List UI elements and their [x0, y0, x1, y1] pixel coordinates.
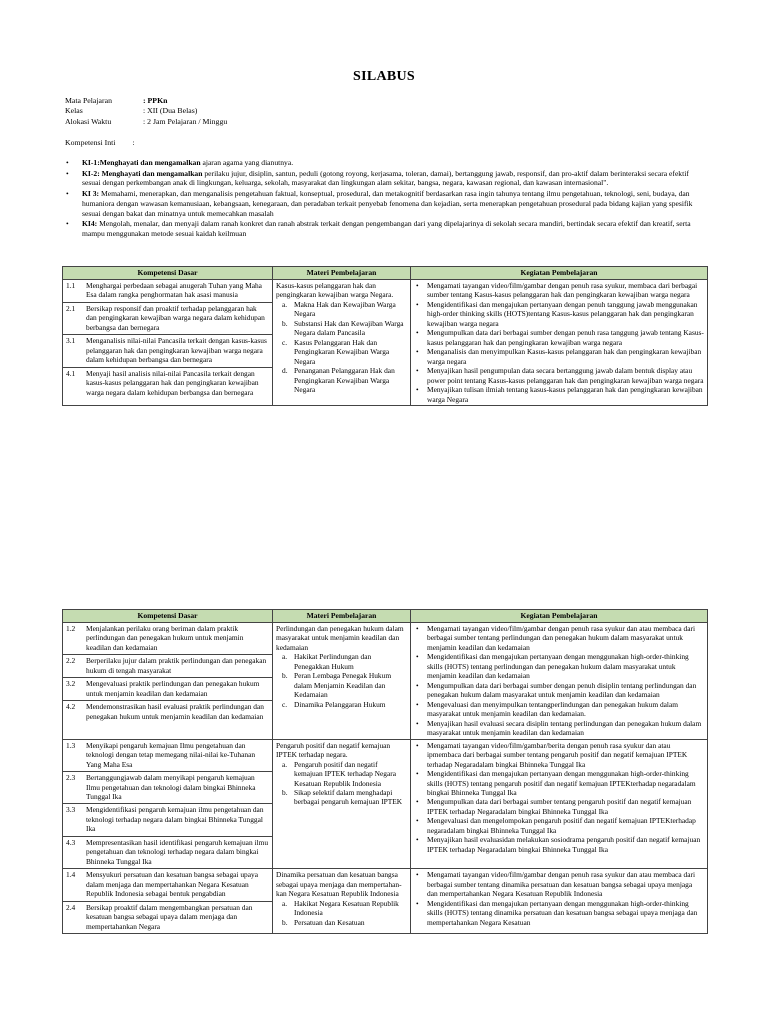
materi-item — [282, 300, 407, 319]
core-competence-item — [65, 189, 707, 218]
kd-number: 1.1 — [66, 281, 76, 290]
materi-item — [282, 788, 407, 807]
kd-text: Menghargai perbedaan sebagai anugerah Tuhan yang Maha Esa dalam rangka penghormatan hak asasi manusia — [86, 281, 262, 300]
table-row — [63, 280, 708, 406]
kd-item — [63, 623, 272, 655]
kegiatan-list — [414, 870, 704, 927]
syllabus-table-2 — [62, 609, 708, 934]
core-competence-code: KI-2: Menghayati dan mengamalkan — [82, 168, 203, 178]
kd-item — [63, 701, 272, 723]
core-competence-item — [65, 169, 707, 188]
kd-number: 2.4 — [66, 902, 76, 912]
materi-item — [282, 671, 407, 699]
header-materi: Materi Pembelajaran — [273, 267, 411, 280]
kd-number: 3.3 — [66, 805, 76, 815]
materi-list — [276, 300, 407, 395]
materi-marker: c. — [282, 699, 288, 709]
materi-intro: Perlindungan dan penegakan hukum dalam masyarakat untuk menjamin keadilan dan kedamaian — [276, 624, 404, 652]
core-competence-text: perilaku jujur, disiplin, santun, peduli (gotong royong, kerjasama, toleran, damai), bertanggung jawab, responsif, dan pro-aktif dalam berinteraksi secara efektif sesuai dengan perkembangan anak di lingkungan, keluarga, sekolah, masyarakat dan lingkungan alam sekitar, bangsa, negara, kawasan regional, dan kawasan internasional". — [82, 168, 689, 188]
kd-item — [63, 772, 272, 804]
table-header-row — [63, 267, 708, 280]
kd-number: 1.4 — [66, 870, 76, 880]
kegiatan-item: • Mengamati tayangan video/film/gambar dengan penuh rasa syukur dan atau membaca dari berbagai sumber tentang perlindungan dan penegakan hukum dalam masyarakat untuk menjamin keadilan dan kedamaian — [414, 624, 704, 652]
kd-item — [63, 655, 272, 678]
kegiatan-item: • Mengevaluasi dan mengelompokan pengaruh positif dan negatif kemajuan IPTEKterhadap negaradalam bingkai Bhinneka Tunggal Ika — [414, 816, 704, 835]
kd-text: Menyikapi pengaruh kemajuan Ilmu pengetahuan dan teknologi dengan tetap memegang nilai-nilai ke-Tuhanan Yang Maha Esa — [86, 740, 256, 769]
materi-cell — [273, 869, 411, 934]
kegiatan-item: • Menganalisis dan menyimpulkan Kasus-kasus pelanggaran hak dan pengingkaran kewajiban warga negara — [414, 347, 704, 366]
materi-text: Hakikat Perlindungan dan Penegakkan Hukum — [294, 652, 372, 671]
core-competence-label: Kompetensi Inti : — [65, 138, 135, 147]
kegiatan-cell — [411, 623, 708, 740]
kd-number: 4.3 — [66, 837, 76, 847]
materi-intro: Kasus-kasus pelanggaran hak dan pengingkaran kewajiban warga Negara. — [276, 281, 394, 300]
materi-item — [282, 338, 407, 366]
kd-text: Bersikap responsif dan proaktif terhadap pelanggaran hak dan pengingkaran kewajiban warga negara dalam kehidupan berbangsa dan bernegara — [86, 303, 265, 332]
course-info — [65, 96, 227, 127]
kegiatan-item: • Menyajikan hasil evaluasidan melakukan sosiodrama pengaruh positif dan negatif kemajuan IPTEK terhadap Negaradalam bingkai Bhinneka Tunggal Ika — [414, 835, 704, 854]
kd-text: Mengevaluasi praktik perlindungan dan penegakan hukum untuk menjamin keadilan dan kedamaian — [86, 679, 260, 698]
materi-intro: Dinamika persatuan dan kesatuan bangsa sebagai upaya menjaga dan mempertahan-kan Negara Kesatuan Republik Indonesia — [276, 870, 402, 899]
materi-text: Pengaruh positif dan negatif kemajuan IPTEK terhadap Negara Kesatuan Republik Indonesia — [294, 759, 396, 788]
materi-text: Persatuan dan Kesatuan — [294, 917, 365, 927]
syllabus-table-1 — [62, 266, 708, 406]
core-competence-text: Mengolah, menalar, dan menyaji dalam ranah konkret dan ranah abstrak terkait dengan pengembangan dari yang dipelajarinya di sekolah secara mandiri, bertindak secara efektif dan kreatif, serta mampu menggunakan metode sesuai kaidah keilmuan — [82, 219, 691, 239]
kegiatan-item: • Mengumpulkan data dari berbagai sumber dengan penuh rasa tanggung jawab tentang Kasus-kasus pelanggaran hak dan pengingkaran kewajiban warga negara — [414, 328, 704, 347]
header-kompetensi-dasar: Kompetensi Dasar — [63, 610, 273, 623]
materi-list — [276, 760, 407, 807]
materi-cell — [273, 623, 411, 740]
materi-marker: a. — [282, 299, 288, 309]
kd-item — [63, 902, 272, 933]
header-kegiatan: Kegiatan Pembelajaran — [411, 267, 708, 280]
kegiatan-item: • Menyajikan hasil evaluasi secara disiplin tentang perlindungan dan penegakan hukum dalam masyarakat untuk menjamin keadilan dan kedamaian — [414, 719, 704, 738]
materi-marker: b. — [282, 917, 288, 927]
kd-text: Mensyukuri persatuan dan kesatuan bangsa sebagai upaya dalam menjaga dan mempertahankan Negara Kesatuan Republik Indonesia sebagai bentuk pengabdian — [86, 870, 258, 899]
kompetensi-dasar-cell — [63, 623, 273, 740]
header-kompetensi-dasar: Kompetensi Dasar — [63, 267, 273, 280]
kegiatan-item: • Menyajikan tulisan ilmiah tentang kasus-kasus pelanggaran hak dan pengingkaran kewajiban warga Negara — [414, 385, 704, 404]
table-row — [63, 869, 708, 934]
kegiatan-item: • Mengidentifikasi dan mengajukan pertanyaan dengan menggunakan high-order-thinking skills (HOTS) tentang perlindungan dan penegakan hukum dalam masyarakat untuk menjamin keadilan dan kedamaian — [414, 652, 704, 680]
materi-list — [276, 652, 407, 709]
materi-text: Makna Hak dan Kewajiban Warga Negara — [294, 299, 396, 319]
kd-number: 4.2 — [66, 702, 76, 712]
kd-number: 4.1 — [66, 368, 76, 378]
kegiatan-list — [414, 741, 704, 855]
kd-item — [63, 804, 272, 836]
kegiatan-item: • Mengidentifikasi dan mengajukan pertanyaan dengan menggunakan high-order-thinking skills (HOTS) tentang dinamika persatuan dan kesatuan bangsa sebagai upaya menjaga dan mempertahankan Negara Kesatuan — [414, 899, 704, 927]
kd-number: 1.2 — [66, 624, 76, 633]
materi-item — [282, 918, 407, 927]
kompetensi-dasar-cell — [63, 869, 273, 934]
kd-number: 1.3 — [66, 740, 76, 750]
kd-number: 3.2 — [66, 679, 76, 689]
materi-item — [282, 700, 407, 709]
kd-number: 2.3 — [66, 773, 76, 783]
kd-item — [63, 335, 272, 367]
kd-item — [63, 740, 272, 772]
info-row-time — [65, 117, 227, 127]
kegiatan-item: • Mengamati tayangan video/film/gambar dengan penuh rasa syukur dan atau membaca dari berbagai sumber tentang dinamika persatuan dan kesatuan bangsa sebagai upaya menjaga dan mempertahankan Negara Kesatuan Republik Indonesia — [414, 870, 704, 898]
kd-number: 3.1 — [66, 336, 76, 346]
kd-text: Mengidentifikasi pengaruh kemajuan ilmu pengetahuan dan teknologi terhadap negara dalam bingkai Bhinneka Tunggal Ika — [86, 805, 264, 834]
kd-text: Berperilaku jujur dalam praktik perlindungan dan penegakan hukum di tengah masyarakat — [86, 656, 267, 675]
kd-number: 2.2 — [66, 656, 76, 666]
kd-item — [63, 280, 272, 303]
core-competence-text: Memahami, menerapkan, dan menganalisis pengetahuan faktual, konseptual, prosedural, dan metakognitif berdasarkan rasa ingin tahunya tentang ilmu pengetahuan, teknologi, seni, budaya, dan humaniora dengan wawasan kemanusiaan, kebangsaan, kenegaraan, dan peradaban terkait penyebab fenomena dan kejadian, serta menerapkan pengetahuan prosedural pada bidang kajian yang spesifik sesuai dengan bakat dan minatnya untuk memecahkan masalah — [82, 189, 693, 218]
header-materi: Materi Pembelajaran — [273, 610, 411, 623]
kegiatan-list — [414, 281, 704, 404]
materi-marker: a. — [282, 652, 288, 662]
materi-list — [276, 899, 407, 927]
kd-item — [63, 678, 272, 701]
kegiatan-cell — [411, 869, 708, 934]
page-title: SILABUS — [352, 69, 416, 84]
materi-item — [282, 366, 407, 394]
kd-text: Mempresentasikan hasil identifikasi pengaruh kemajuan ilmu pengetahuan dan teknologi terhadap negara dalam bingkai Bhinneka Tunggal Ika — [86, 837, 269, 866]
materi-marker: b. — [282, 787, 288, 797]
materi-marker: a. — [282, 898, 288, 908]
kd-text: Menjalankan perilaku orang beriman dalam praktik perlindungan dan penegakan hukum untuk menjamin keadilan dan kedamaian — [86, 624, 244, 652]
info-row-subject — [65, 96, 227, 106]
header-kegiatan: Kegiatan Pembelajaran — [411, 610, 708, 623]
kd-text: Bersikap proaktif dalam mengembangkan persatuan dan kesatuan bangsa sebagai upaya dalam menjaga dan mempertahankan Negara — [86, 902, 253, 931]
materi-intro: Pengaruh positif dan negatif kemajuan IPTEK terhadap negara. — [276, 740, 391, 760]
info-label: Alokasi Waktu — [65, 116, 112, 126]
kd-text: Menganalisis nilai-nilai Pancasila terkait dengan kasus-kasus pelanggaran hak dan pengingkaran kewajiban warga negara dalam kehidupan berbangsa dan bernegara — [86, 336, 267, 365]
kegiatan-item: • Mengidentifikasi dan mengajukan pertanyaan dengan penuh tanggung jawab menggunakan high-order thinking skills (HOTS)tentang Kasus-kasus pelanggaran hak dan pengingkaran kewajiban warga negara — [414, 300, 704, 328]
kegiatan-item: • Mengidentifikasi dan mengajukan pertanyaan dengan menggunakan high-order-thinking skills (HOTS) tentang pengaruh positif dan negatif kemajuan IPTEKterhadap negaradalam bingkai Bhinneka Tunggal Ika — [414, 769, 704, 797]
kd-item — [63, 869, 272, 901]
info-value: : XII (Dua Belas) — [143, 106, 198, 116]
kegiatan-item: • Mengevaluasi dan menyimpulkan tentangperlindungan dan penegakan hukum dalam masyarakat untuk menjamin keadilan dan kedamaian. — [414, 700, 704, 719]
kompetensi-dasar-cell — [63, 739, 273, 869]
info-value: : 2 Jam Pelajaran / Minggu — [143, 116, 228, 126]
materi-marker: b. — [282, 318, 288, 328]
materi-cell — [273, 280, 411, 406]
materi-text: Dinamika Pelanggaran Hukum — [294, 699, 386, 709]
kompetensi-dasar-cell — [63, 280, 273, 406]
kegiatan-item: • Mengumpulkan data dari berbagai sumber dengan penuh disiplin tentang perlindungan dan penegakan hukum dalam masyarakat untuk menjamin keadilan dan kedamaian — [414, 681, 704, 700]
table-row — [63, 739, 708, 869]
kd-item — [63, 303, 272, 335]
materi-text: Hakikat Negara Kesatuan Republik Indonesia — [294, 898, 399, 918]
materi-item — [282, 760, 407, 788]
materi-cell — [273, 739, 411, 869]
materi-text: Peran Lembaga Penegak Hukum dalam Menjamin Keadilan dan Kedamaian — [294, 671, 392, 700]
info-row-class — [65, 106, 227, 116]
kegiatan-cell — [411, 280, 708, 406]
info-label: Kelas — [65, 106, 83, 116]
materi-text: Penanganan Pelanggaran Hak dan Pengingkaran Kewajiban Warga Negara — [294, 366, 395, 395]
kd-text: Bertanggungjawab dalam menyikapi pengaruh kemajuan Ilmu pengetahuan dan teknologi dalam bingkai Bhinneka Tunggal Ika — [86, 773, 256, 801]
table-header-row — [63, 610, 708, 623]
kegiatan-item: • Menyajikan hasil pengumpulan data secara bertanggung jawab dalam bentuk display atau power point tentang Kasus-kasus pelanggaran hak dan pengingkaran kewajiban warga negara — [414, 366, 704, 385]
kd-number: 2.1 — [66, 303, 76, 313]
info-value: : PPKn — [143, 96, 168, 105]
table-row — [63, 623, 708, 740]
core-competence-text: ajaran agama yang dianutnya. — [200, 158, 294, 167]
materi-marker: a. — [282, 759, 288, 769]
kd-text: Menyaji hasil analisis nilai-nilai Pancasila terkait dengan kasus-kasus pelanggaran hak dan pengingkaran kewajiban warga negara dalam kehidupan berbangsa dan bernegara — [86, 368, 259, 397]
kegiatan-cell — [411, 739, 708, 869]
materi-item — [282, 652, 407, 671]
materi-marker: d. — [282, 366, 288, 376]
materi-text: Kasus Pelanggaran Hak dan Pengingkaran Kewajiban Warga Negara — [294, 337, 390, 366]
core-competence-code: KI-1:Menghayati dan mengamalkan — [82, 158, 201, 167]
materi-item — [282, 899, 407, 918]
materi-text: Sikap selektif dalam menghadapi berbagai pengaruh kemajuan IPTEK — [294, 787, 403, 807]
core-competence-item — [65, 219, 707, 238]
kd-item — [63, 368, 272, 399]
kegiatan-list — [414, 624, 704, 738]
materi-marker: b. — [282, 671, 288, 681]
kegiatan-item: • Mengamati tayangan video/film/gambar dengan penuh rasa syukur, membaca dari berbagai sumber tentang Kasus-kasus pelanggaran hak dan pengingkaran kewajiban warga negara — [414, 281, 704, 300]
materi-marker: c. — [282, 337, 288, 347]
core-competence-item — [65, 158, 707, 168]
core-competence-code: KI 3: — [82, 189, 100, 199]
core-competence-list — [65, 158, 707, 240]
kegiatan-item: • Mengumpulkan data dari berbagai sumber tentang pengaruh positif dan negatif kemajuan IPTEK terhadap Negaradalam bingkai Bhinneka Tunggal Ika — [414, 797, 704, 816]
kd-item — [63, 837, 272, 868]
kegiatan-item: • Mengamati tayangan video/film/gambar/berita dengan penuh rasa syukur dan atau ipmembaca dari berbagai sumber tentang pengaruh positif dan negatif kemajuan IPTEK terhadap Negaradalam bingkai Bhinneka Tunggal Ika — [414, 741, 704, 769]
core-competence-code: KI4: — [82, 219, 98, 229]
info-label: Mata Pelajaran — [65, 96, 112, 105]
materi-text: Substansi Hak dan Kewajiban Warga Negara dalam Pancasila — [294, 318, 404, 338]
materi-item — [282, 319, 407, 338]
kd-text: Mendemonstrasikan hasil evaluasi praktik perlindungan dan penegakan hukum untuk menjamin keadilan dan kedamaian — [86, 702, 264, 721]
